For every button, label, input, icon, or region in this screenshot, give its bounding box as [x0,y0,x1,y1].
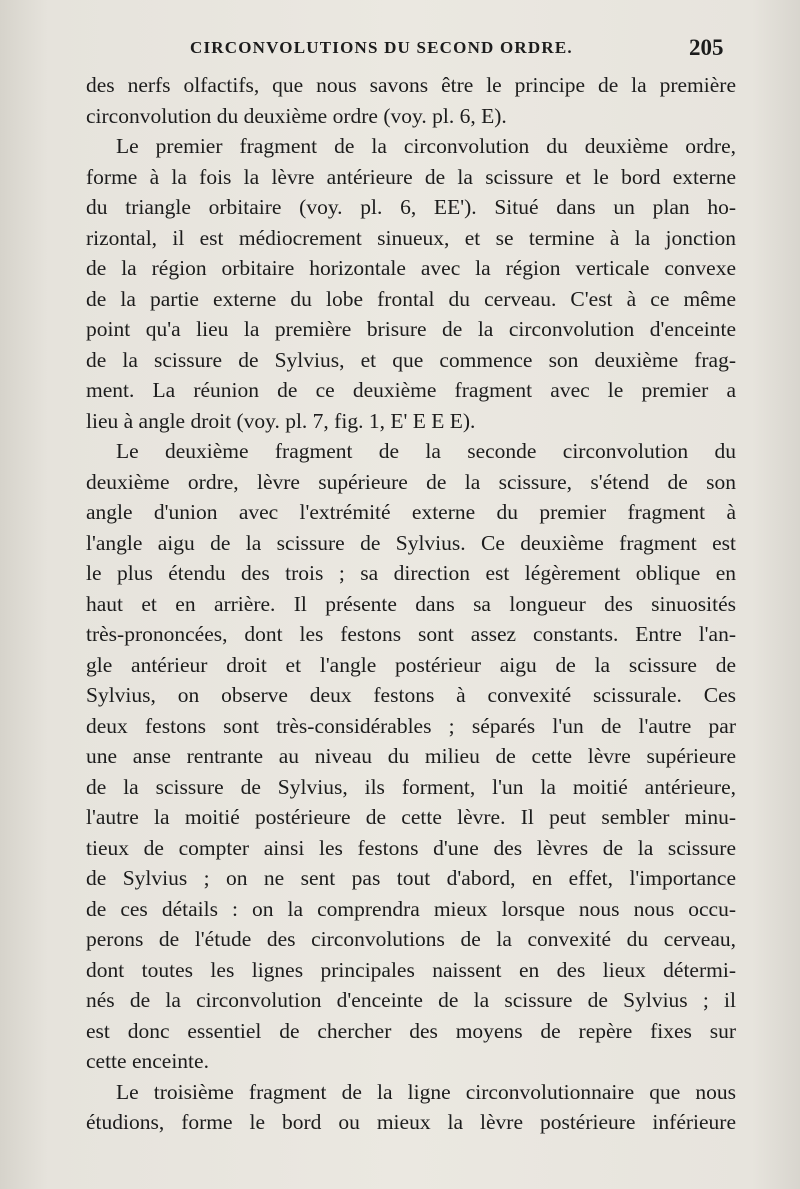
text-line: perons de l'étude des circonvolutions de la convexité du cerveau, [86,927,736,951]
text-line: l'autre la moitié postérieure de cette lèvre. Il peut sembler minu- [86,805,736,829]
page-number: 205 [689,35,724,60]
text-line: est donc essentiel de chercher des moyens de repère fixes sur [86,1018,736,1043]
text-line: dont toutes les lignes principales naissent en des lieux détermi- [86,957,736,982]
text-line: très-prononcées, dont les festons sont assez constants. Entre l'an- [86,622,736,646]
text-line: étudions, forme le bord ou mieux la lèvre postérieure inférieure [86,1110,736,1134]
text-line: tieux de compter ainsi les festons d'une des lèvres de la scissure [86,835,736,860]
text-line: circonvolution du deuxième ordre (voy. pl. 6, E). [86,103,507,128]
text-line: angle d'union avec l'extrémité externe du premier fragment à [86,500,736,524]
body-text [86,70,736,1138]
text-line: deux festons sont très-considérables ; séparés l'un de l'autre par [86,713,736,738]
text-line: du triangle orbitaire (voy. pl. 6, EE'). Situé dans un plan ho- [86,195,736,219]
text-line: l'angle aigu de la scissure de Sylvius. Ce deuxième fragment est [86,530,736,555]
text-line: gle antérieur droit et l'angle postérieur aigu de la scissure de [86,652,736,677]
text-line: nés de la circonvolution d'enceinte de la scissure de Sylvius ; il [86,988,736,1012]
running-header: CIRCONVOLUTIONS DU SECOND ORDRE. [190,38,573,57]
text-line: rizontal, il est médiocrement sinueux, et se termine à la jonction [86,225,736,250]
paragraph-start-line: Le troisième fragment de la ligne circonvolutionnaire que nous [116,1079,736,1104]
text-line: cette enceinte. [86,1049,209,1073]
text-line: ment. La réunion de ce deuxième fragment avec le premier a [86,378,736,402]
text-line: deuxième ordre, lèvre supérieure de la scissure, s'étend de son [86,469,736,494]
text-line: de la scissure de Sylvius, ils forment, l'un la moitié antérieure, [86,774,736,799]
paragraph-start-line: Le deuxième fragment de la seconde circonvolution du [116,439,736,463]
text-line: lieu à angle droit (voy. pl. 7, fig. 1, E' E E E). [86,408,476,433]
text-line: le plus étendu des trois ; sa direction est légèrement oblique en [86,561,736,585]
text-line: une anse rentrante au niveau du milieu de cette lèvre supérieure [86,744,736,768]
text-line: de ces détails : on la comprendra mieux lorsque nous nous occu- [86,896,736,921]
paragraph-start-line: Le premier fragment de la circonvolution du deuxième ordre, [116,134,736,158]
text-line: de la partie externe du lobe frontal du cerveau. C'est à ce même [86,286,736,311]
text-line: Sylvius, on observe deux festons à convexité scissurale. Ces [86,683,736,707]
text-line: haut et en arrière. Il présente dans sa longueur des sinuosités [86,591,736,616]
text-line: de la scissure de Sylvius, et que commence son deuxième frag- [86,347,736,372]
text-line: de la région orbitaire horizontale avec la région verticale convexe [86,256,736,280]
text-line: des nerfs olfactifs, que nous savons être le principe de la première [86,73,736,97]
text-line: de Sylvius ; on ne sent pas tout d'abord, en effet, l'importance [86,866,736,890]
text-line: forme à la fois la lèvre antérieure de la scissure et le bord externe [86,164,736,189]
text-line: point qu'a lieu la première brisure de la circonvolution d'enceinte [86,317,736,341]
